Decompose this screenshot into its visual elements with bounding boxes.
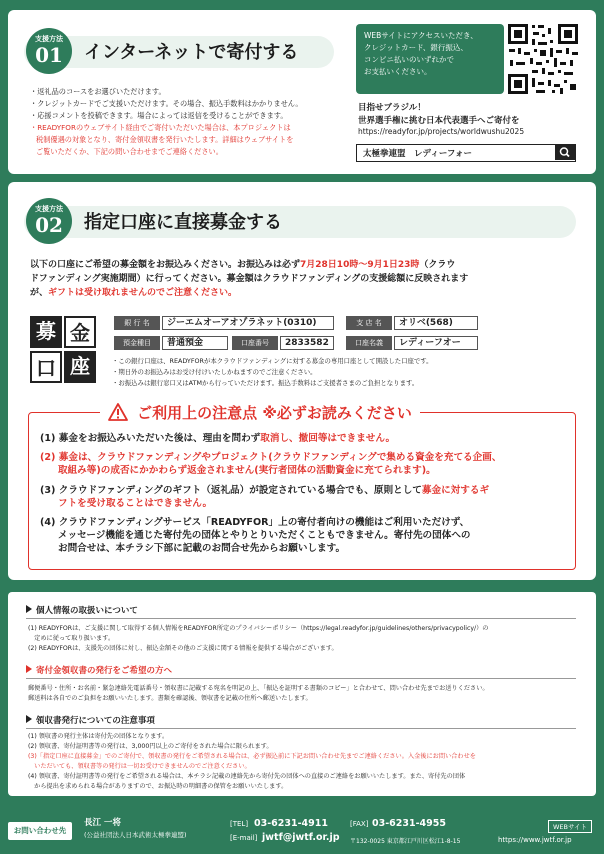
bank-name-label: 銀 行 名 bbox=[114, 316, 160, 330]
email-label: [E-mail] bbox=[230, 834, 258, 842]
web-label: WEBサイト bbox=[548, 820, 592, 833]
tax-note: ご覧いただくか、下記の問い合わせまでご連絡ください。 bbox=[36, 147, 223, 156]
privacy-text: (1) READYFORは、ご支援に関して取得する個人情報をREADYFOR所定のプライバシーポリシー（https://legal.readyfor.jp/guidelines/others/privacypolicy/）の 定めに従って取り扱います。 (2) READYFORは、支援先の団体に対し、振込金額その他のご支援に関する情報を提供する場合がございます。 bbox=[28, 625, 489, 652]
branch-label: 支 店 名 bbox=[346, 316, 392, 330]
account-holder-label: 口座名義 bbox=[346, 336, 392, 350]
tax-note: ・READYFORのウェブサイト経由でご寄付いただいた場合は、本プロジェクトは bbox=[30, 123, 291, 132]
tax-note: 税制優遇の対象となり、寄付金領収書を発行いたします。詳細はウェブサイトを bbox=[36, 135, 294, 144]
qr-code[interactable] bbox=[506, 22, 580, 96]
receipt-request-divider bbox=[26, 678, 576, 679]
receipt-notes-text: (1) 領収書の発行主体は寄付先の団体となります。 (2) 領収書、寄付証明書等の発行は、3,000円以上のご寄付をされた場合に限られます。 (3)「指定口座に直接募金」でのご寄付で、領収書の発行をご希望される場合は、必ず振込前に下記お問い合わせ先までご連絡ください。入金後にお問い合わせを いただいても、領収書等の発行は一切お受けできませんのでご注意ください。 (4) 領収書、寄付証明書等の発行をご希望される場合は、本チラシ記載の連絡先から寄付先の団体への直接のご連絡をお願いいたします。また、寄付先の団体 から提出を求められる場合がありますので、お振込時の明細書の保管をお願いいたします。 bbox=[28, 733, 476, 790]
account-notes: ・この銀行口座は、READYFORが本クラウドファンディングに対する募金の専用口座として開設した口座です。 ・期日外のお振込みはお受け付けいたしかねますのでご注意ください。 ・お振込みは銀行窓口又はATMから行っていただけます。振込手数料はご支援者さまのご負担となります。 bbox=[112, 357, 433, 387]
account-number-label: 口座番号 bbox=[232, 336, 278, 350]
web-url[interactable]: https://www.jwtf.or.jp bbox=[498, 836, 572, 844]
list-item: ・返礼品のコースをお選びいただけます。 bbox=[30, 87, 166, 96]
privacy-heading: 個人情報の取扱いについて bbox=[26, 604, 138, 616]
warning-icon bbox=[108, 403, 128, 421]
caution-title-wrap bbox=[100, 402, 420, 422]
section-number-badge: 支援方法 01 bbox=[26, 28, 72, 74]
target-heading: 目指せブラジル！ bbox=[358, 103, 426, 113]
list-item: ・クレジットカードでご支援いただけます。その場合、振込手数料はかかりません。 bbox=[30, 99, 303, 108]
fax-number: 03-6231-4955 bbox=[372, 818, 446, 829]
receipt-notes-divider bbox=[26, 728, 576, 729]
char-tile: 募 bbox=[30, 316, 62, 348]
tel-label: [TEL] bbox=[230, 820, 249, 828]
receipt-request-heading: 寄付金領収書の発行をご希望の方へ bbox=[26, 664, 172, 676]
list-item: ・応援コメントを投稿できます。場合によっては返信を受けることができます。 bbox=[30, 111, 288, 120]
branch-value: オリベ(568) bbox=[394, 316, 478, 330]
account-number-value: 2833582 bbox=[280, 336, 334, 350]
caution-item-2: (2) 募金は、クラウドファンディングやプロジェクト(クラウドファンディングで集める資金を充てる企画、 取組み等)の成否にかかわらず返金されません(実行者団体の活動資金に充てられます)。 bbox=[40, 452, 502, 476]
section-title: 指定口座に直接募金する bbox=[84, 212, 282, 233]
search-box[interactable] bbox=[356, 144, 576, 162]
bank-name-value: ジーエムオーアオゾラネット(0310) bbox=[162, 316, 334, 330]
account-type-label: 預金種目 bbox=[114, 336, 160, 350]
char-tile: 金 bbox=[64, 316, 96, 348]
tel-number[interactable]: 03-6231-4911 bbox=[254, 818, 328, 829]
email-address[interactable]: jwtf@jwtf.or.jp bbox=[262, 832, 340, 843]
privacy-divider bbox=[26, 618, 576, 619]
contact-name: 長江 一将 bbox=[84, 818, 121, 828]
search-button[interactable] bbox=[555, 145, 575, 160]
section-number-badge: 支援方法 02 bbox=[26, 198, 72, 244]
caution-item-4: (4) クラウドファンディングサービス「READYFOR」上の寄付者向けの機能はご利用いただけず、 メッセージ機能を通じた寄付先の団体とやりとりいただくこともできません。寄付先の団体への お問合せは、本チラシ下部に記載のお問合せ先からお願いします。 bbox=[40, 517, 471, 554]
char-tile: 座 bbox=[64, 351, 96, 383]
triangle-icon bbox=[26, 605, 32, 613]
bullet-list bbox=[30, 86, 303, 158]
caution-title: ご利用上の注意点 ※必ずお読みください bbox=[137, 404, 412, 422]
address: 〒132-0025 東京都江戸川区松江1-8-15 bbox=[350, 838, 461, 845]
account-holder-value: レディーフオー bbox=[394, 336, 478, 350]
section-title: インターネットで寄付する bbox=[84, 42, 299, 63]
search-icon bbox=[555, 145, 575, 160]
caution-item-3: (3) クラウドファンディングのギフト（返礼品）が設定されている場合でも、原則として募金に対するギ フトを受け取ることはできません。 bbox=[40, 485, 490, 509]
caution-item-1: (1) 募金をお振込みいただいた後は、理由を問わず取消し、撤回等はできません。 bbox=[40, 433, 396, 444]
contact-org: (公益社団法人日本武術太極拳連盟) bbox=[84, 831, 187, 839]
contact-label: お問い合わせ先 bbox=[8, 822, 72, 840]
web-instructions-box: WEBサイトにアクセスいただき、 クレジットカード、銀行振込、 コンビニ払いのいずれかで お支払いください。 bbox=[356, 24, 504, 94]
triangle-icon bbox=[26, 665, 32, 673]
target-subheading: 世界選手権に挑む日本代表選手へご寄付を bbox=[358, 116, 520, 126]
search-text: 太極拳連盟 レディーフォー bbox=[363, 149, 472, 159]
account-type-value: 普通預金 bbox=[162, 336, 228, 350]
fax-label: [FAX] bbox=[350, 820, 369, 828]
char-tile: 口 bbox=[30, 351, 62, 383]
receipt-request-text: 郵便番号・住所・お名前・緊急連絡先電話番号・領収書に記載する宛名を明記の上、「振込を証明する書類のコピー」と合わせて、問い合わせ先までお送りください。 郵送料は各自でのご負担をお願いいたします。書類を確認後、領収書を記載の住所へ郵送いたします。 bbox=[28, 685, 489, 702]
transfer-intro: 以下の口座にご希望の募金額をお振込みください。お振込みは必ず7月28日10時〜9月1日23時（クラウ ドファンディング実施期間）に行ってください。募金額はクラウドファンディングの支援総額に反映されます が、ギフトは受け取れませんのでご注意ください。 bbox=[30, 260, 469, 298]
triangle-icon bbox=[26, 715, 32, 723]
receipt-notes-heading: 領収書発行についての注意事項 bbox=[26, 714, 155, 726]
project-url[interactable]: https://readyfor.jp/projects/worldwushu2025 bbox=[358, 127, 525, 136]
